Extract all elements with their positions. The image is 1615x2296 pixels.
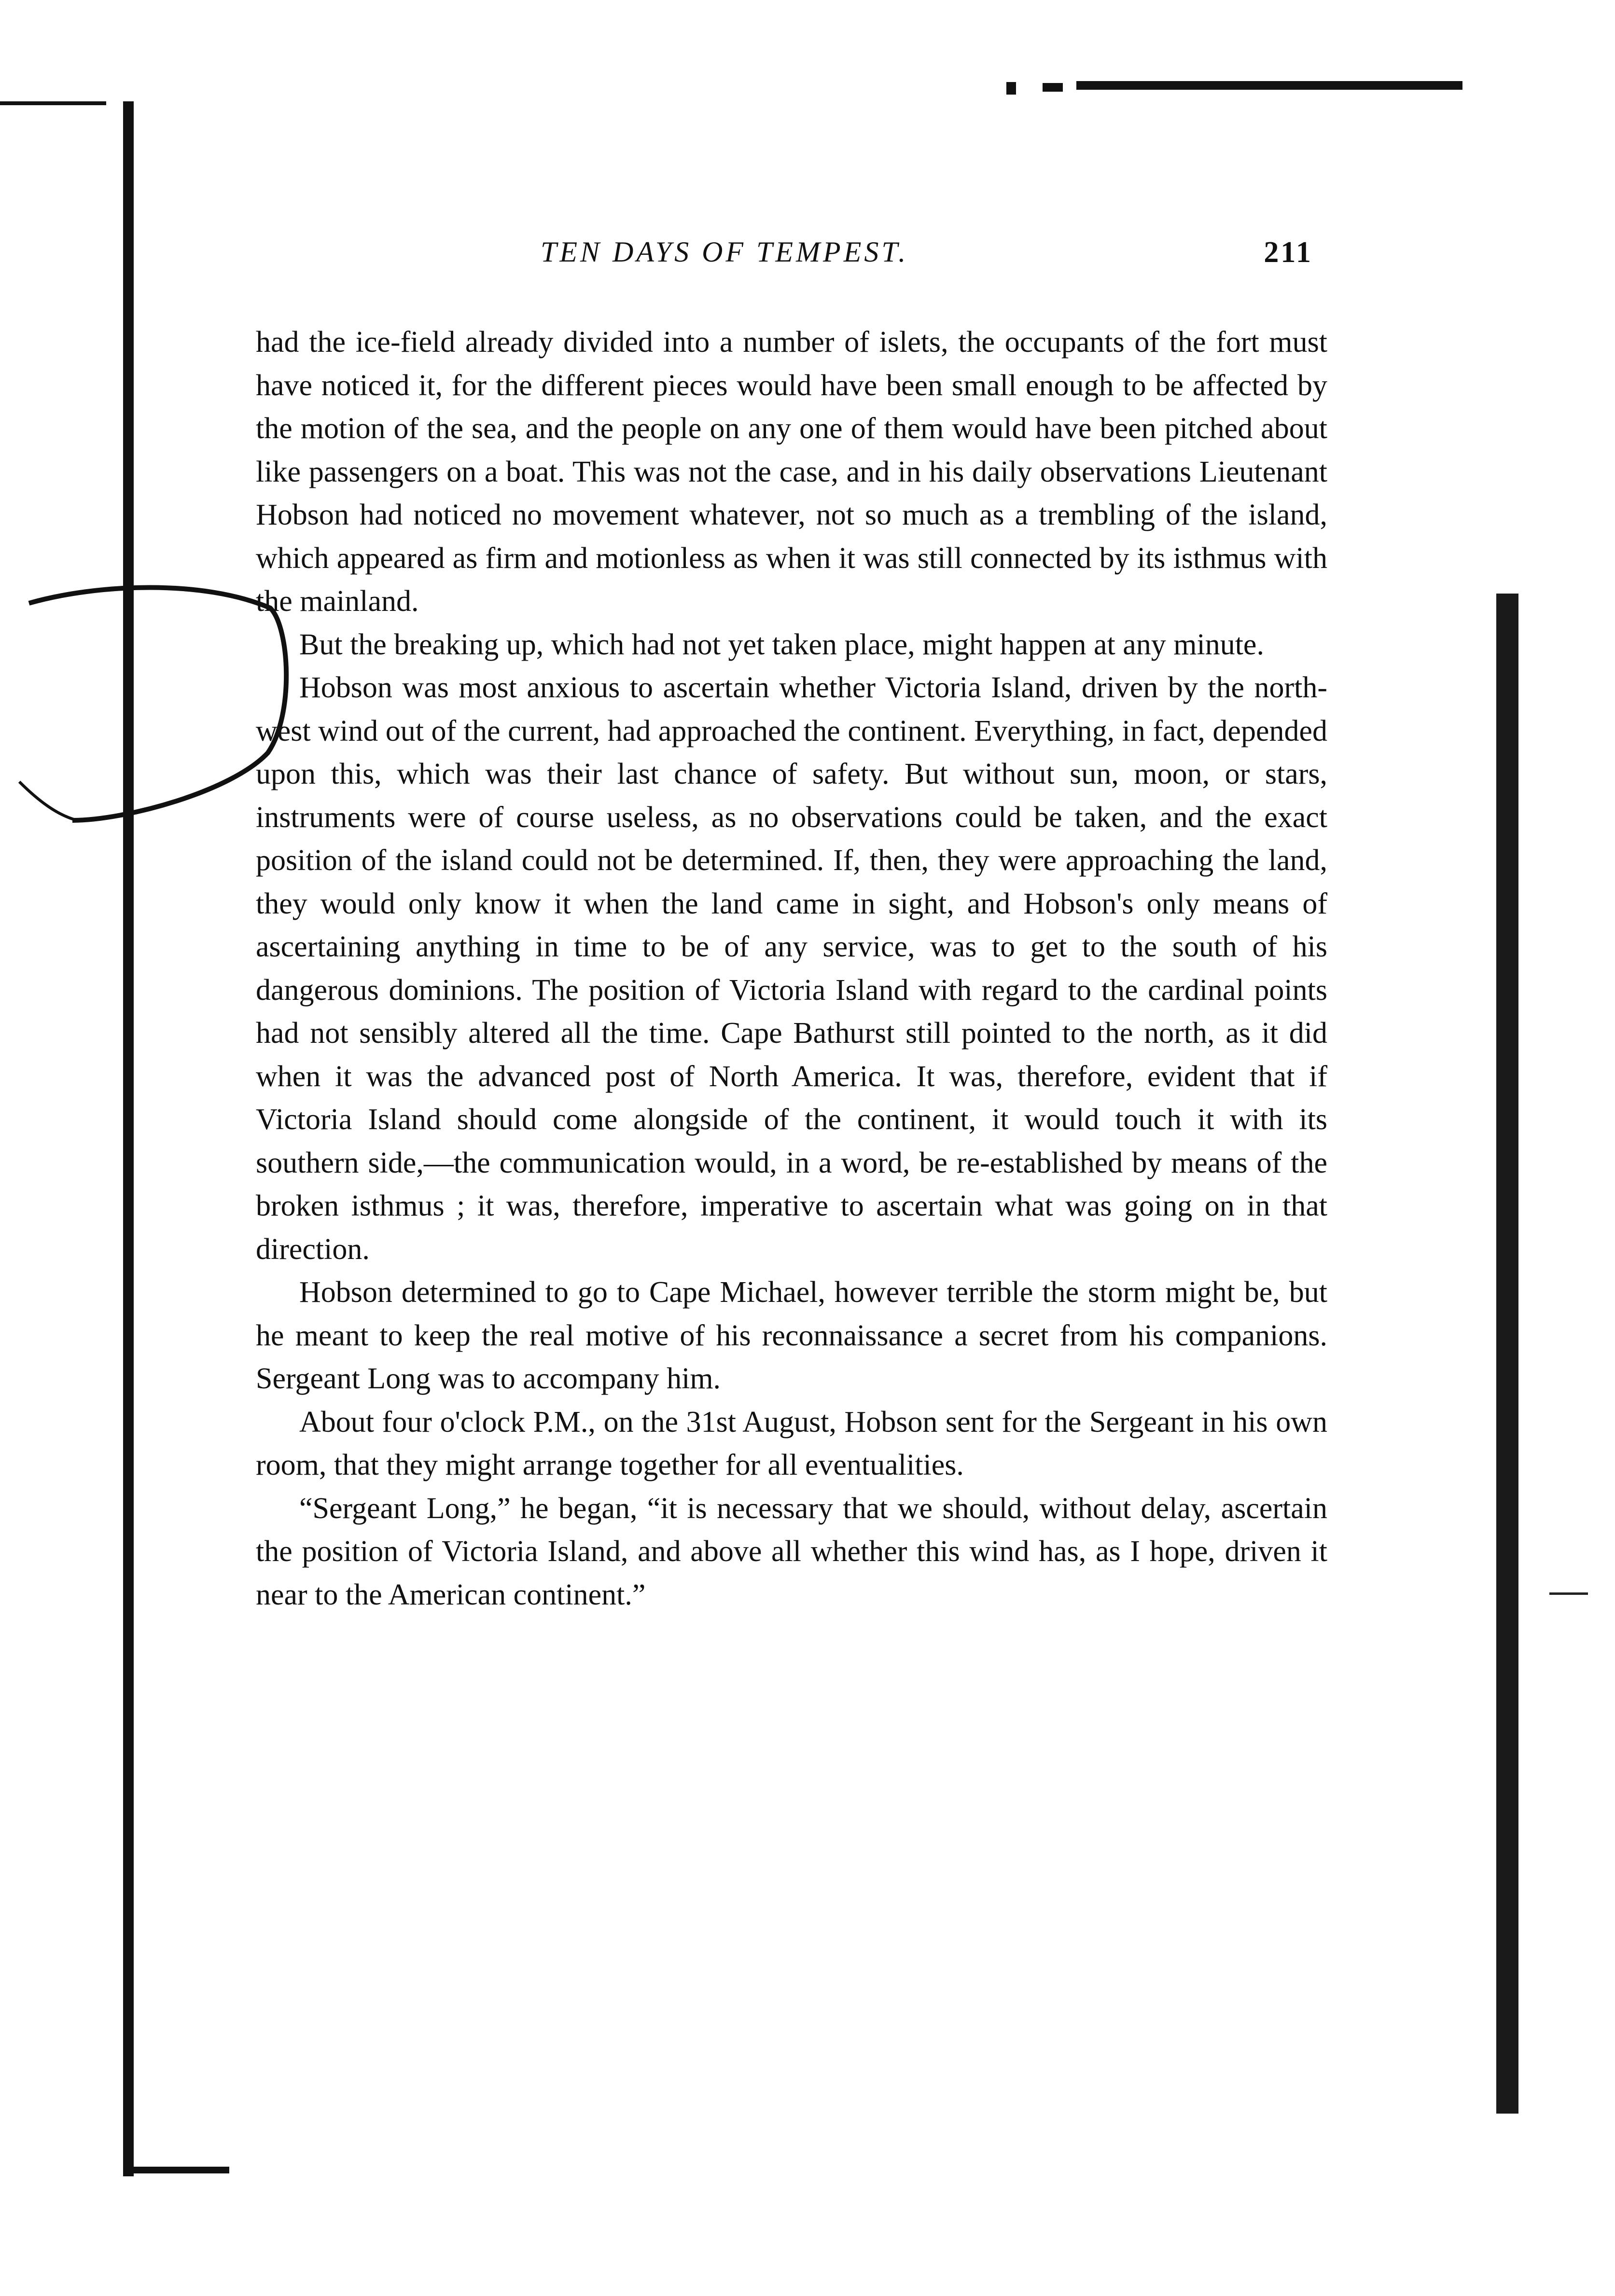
scan-edge-strip — [1496, 594, 1518, 2114]
scan-edge-mark — [1549, 1592, 1588, 1595]
paragraph: had the ice-field already divided into a number of islets, the occupants of the fort must have noticed it, for the different pieces would have been small enough to be affected by the motion of the sea, and the people on any one of them would have been pitched about like passengers on a boat. This was not the case, and in his daily observations Lieutenant Hobson had noticed no movement whatever, not so much as a trembling of the island, which appeared as firm and motionless as when it was still connected by its isthmus with the mainland. — [256, 326, 1327, 618]
paragraph: “Sergeant Long,” he began, “it is necessary that we should, without delay, ascertain the position of Victoria Island, and above all whether this wind has, as I hope, driven it near to the American continent.” — [256, 1492, 1327, 1611]
page-header — [261, 235, 1313, 274]
paragraph: But the breaking up, which had not yet taken place, might happen at any minute. — [299, 628, 1264, 661]
paragraph: Hobson was most anxious to ascertain whether Victoria Island, driven by the north-west wind out of the current, had approached the continent. Everything, in fact, depended upon this, which was their last chance of safety. But without sun, moon, or stars, instruments were of course useless, as no observations could be taken, and the exact position of the island could not be determined. If, then, they were approaching the land, they would only know it when the land came in sight, and Hobson's only means of ascertaining anything in time to be of any service, was to get to the south of his dangerous dominions. The position of Victoria Island with regard to the cardinal points had not sensibly altered all the time. Cape Bathurst still pointed to the north, as it did when it was the advanced post of North America. It was, therefore, evident that if Victoria Island should come alongside of the continent, it would touch it with its southern side,—the communication would, in a word, be re-established by means of the broken isthmus ; it was, therefore, imperative to ascertain what was going on in that direction. — [256, 671, 1327, 1266]
paragraph: About four o'clock P.M., on the 31st August, Hobson sent for the Sergeant in his own room, that they might arrange together for all eventualities. — [256, 1405, 1327, 1481]
page-number: 211 — [1264, 236, 1313, 269]
paragraph: Hobson determined to go to Cape Michael, however terrible the storm might be, but he meant to keep the real motive of his reconnaissance a secret from his companions. Sergeant Long was to accompany him. — [256, 1276, 1327, 1395]
running-head: TEN DAYS OF TEMPEST. — [541, 236, 909, 268]
body-text — [256, 321, 1327, 1617]
